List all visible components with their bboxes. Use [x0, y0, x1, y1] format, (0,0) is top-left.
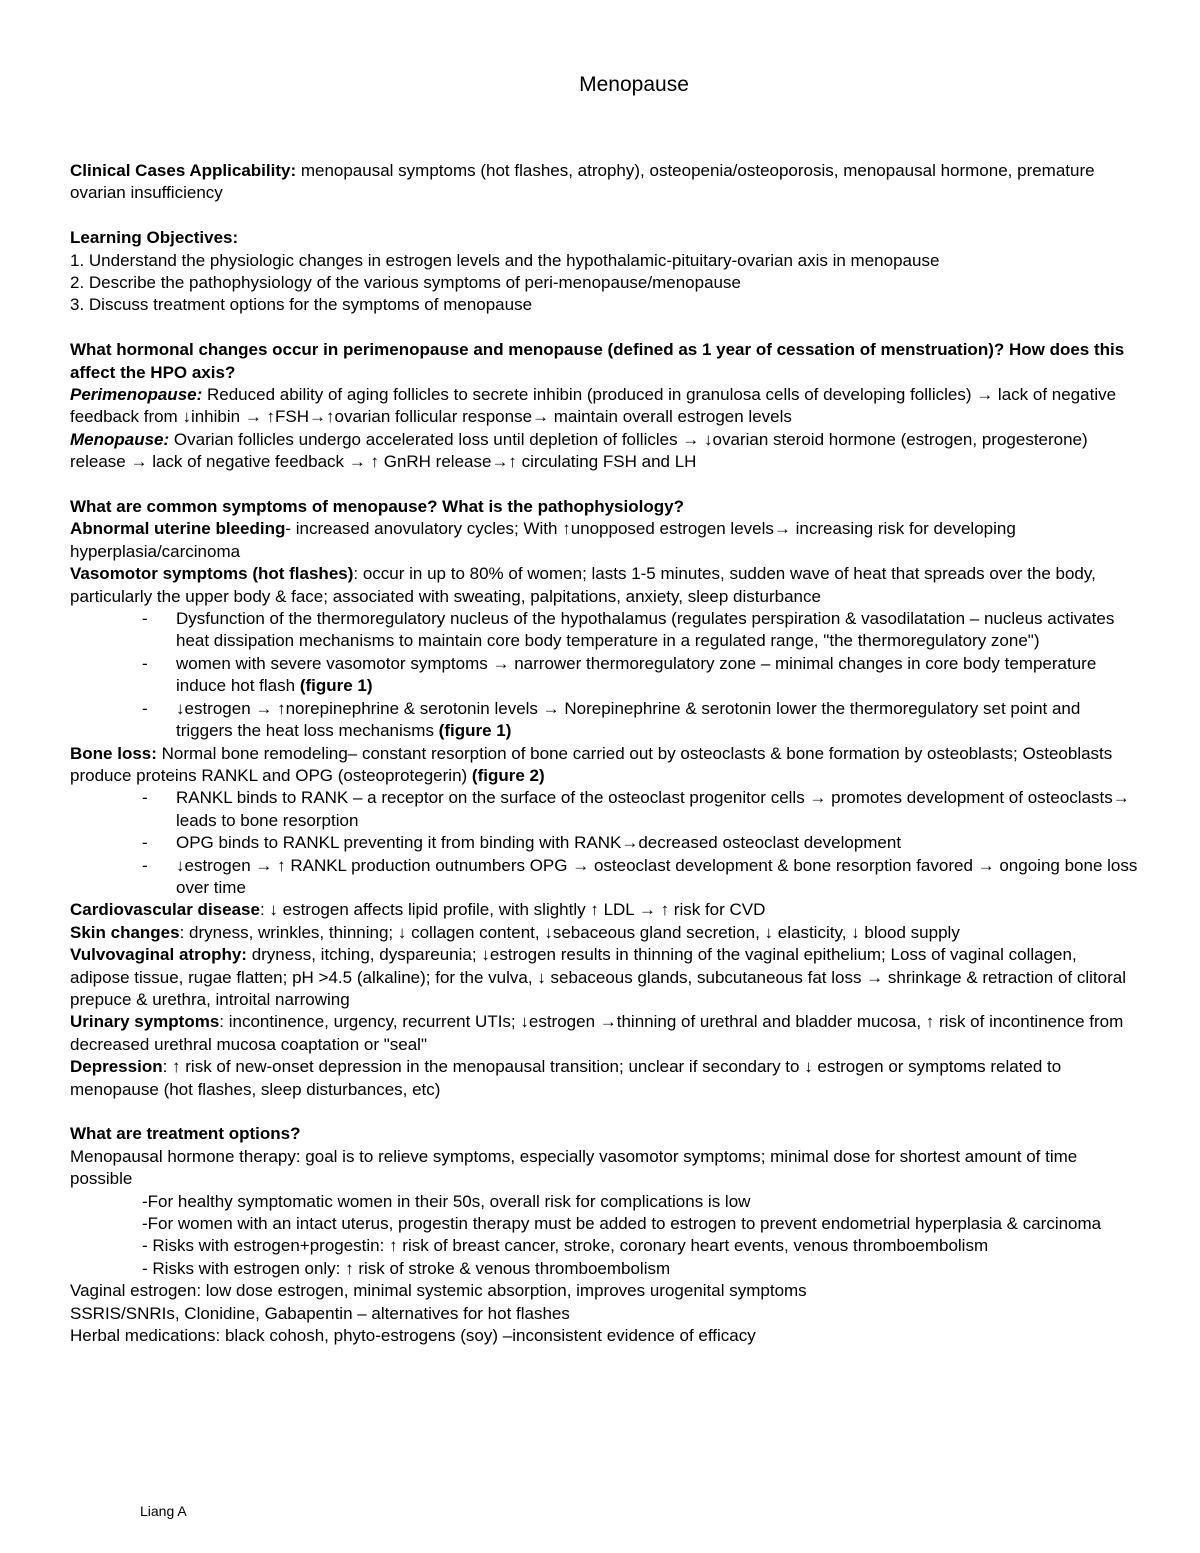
skin-text: : dryness, wrinkles, thinning; ↓ collagen content, ↓sebaceous gland secretion, ↓ elasticity, ↓ blood supply — [179, 922, 960, 942]
vva-paragraph — [70, 944, 1140, 1011]
list-item: - RANKL binds to RANK – a receptor on the surface of the osteoclast progenitor cells → promotes development of osteoclasts→ leads to bone resorption — [70, 787, 1140, 832]
bone-loss-text: Normal bone remodeling– constant resorption of bone carried out by osteoclasts & bone formation by osteoblasts; Osteoblasts produce proteins RANKL and OPG (osteoprotegerin) — [70, 743, 1113, 785]
bone-loss-list — [70, 787, 1140, 899]
page-title: Menopause — [579, 73, 689, 96]
ssri-paragraph: SSRIS/SNRIs, Clonidine, Gabapentin – alternatives for hot flashes — [70, 1303, 570, 1323]
bone-loss-label: Bone loss: — [70, 743, 157, 763]
list-item: - Risks with estrogen+progestin: ↑ risk of breast cancer, stroke, coronary heart events, venous thromboembolism — [142, 1236, 989, 1256]
symptoms-question: What are common symptoms of menopause? What is the pathophysiology? — [70, 497, 684, 517]
document-body — [70, 160, 1140, 1347]
skin-paragraph — [70, 922, 1140, 944]
vaginal-estrogen-paragraph: Vaginal estrogen: low dose estrogen, minimal systemic absorption, improves urogenital symptoms — [70, 1281, 807, 1301]
urinary-paragraph — [70, 1011, 1140, 1056]
aub-paragraph — [70, 518, 1140, 563]
hormonal-question: What hormonal changes occur in perimenopause and menopause (defined as 1 year of cessation of menstruation)? How does this affect the HPO axis? — [70, 340, 1125, 382]
list-item: - ↓estrogen → ↑norepinephrine & serotonin levels → Norepinephrine & serotonin lower the thermoregulatory set point and triggers the heat loss mechanisms (figure 1) — [70, 698, 1140, 743]
depression-paragraph — [70, 1056, 1140, 1101]
bone-loss-paragraph — [70, 743, 1140, 788]
applicability-paragraph — [70, 160, 1140, 205]
objectives-heading: Learning Objectives: — [70, 228, 239, 248]
menopause-paragraph — [70, 429, 1140, 474]
list-item: - women with severe vasomotor symptoms → narrower thermoregulatory zone – minimal changes in core body temperature induce hot flash (figure 1) — [70, 653, 1140, 698]
cvd-label: Cardiovascular disease — [70, 900, 260, 920]
cvd-text: : ↓ estrogen affects lipid profile, with slightly ↑ LDL → ↑ risk for CVD — [259, 900, 766, 920]
list-item: - OPG binds to RANKL preventing it from binding with RANK→decreased osteoclast development — [70, 832, 1140, 854]
figure-ref: (figure 1) — [438, 721, 512, 741]
perimenopause-paragraph — [70, 384, 1140, 429]
list-item: -For healthy symptomatic women in their 50s, overall risk for complications is low — [142, 1191, 751, 1211]
depression-label: Depression — [70, 1057, 163, 1077]
vva-label: Vulvovaginal atrophy: — [70, 945, 247, 965]
herbal-paragraph: Herbal medications: black cohosh, phyto-estrogens (soy) –inconsistent evidence of efficacy — [70, 1326, 756, 1346]
list-item: - ↓estrogen → ↑ RANKL production outnumbers OPG → osteoclast development & bone resorption favored → ongoing bone loss over time — [70, 855, 1140, 900]
list-item: - Risks with estrogen only: ↑ risk of stroke & venous thromboembolism — [142, 1258, 671, 1278]
treatment-question: What are treatment options? — [70, 1124, 301, 1144]
cvd-paragraph — [70, 899, 1140, 921]
list-item: - Dysfunction of the thermoregulatory nucleus of the hypothalamus (regulates perspiration & vasodilatation – nucleus activates heat dissipation mechanisms to maintain core body temperature in a regulated range, "the thermoregulatory zone") — [70, 608, 1140, 653]
aub-text: - increased anovulatory cycles; With ↑unopposed estrogen levels→ increasing risk for developing hyperplasia/carcinoma — [70, 519, 1016, 561]
objective-item: 3. Discuss treatment options for the symptoms of menopause — [70, 295, 533, 315]
mht-paragraph: Menopausal hormone therapy: goal is to relieve symptoms, especially vasomotor symptoms; minimal dose for shortest amount of time possible — [70, 1146, 1078, 1189]
vasomotor-list — [70, 608, 1140, 742]
objective-item: 1. Understand the physiologic changes in estrogen levels and the hypothalamic-pituitary-ovarian axis in menopause — [70, 250, 940, 270]
figure-ref: (figure 1) — [299, 676, 373, 696]
skin-label: Skin changes — [70, 922, 180, 942]
urinary-text: : incontinence, urgency, recurrent UTIs; ↓estrogen →thinning of urethral and bladder mucosa, ↑ risk of incontinence from decreased urethral mucosa coaptation or "seal" — [70, 1012, 1124, 1054]
vasomotor-paragraph — [70, 563, 1140, 608]
depression-text: : ↑ risk of new-onset depression in the menopausal transition; unclear if secondary to ↓ estrogen or symptoms related to menopause (hot flashes, sleep disturbances, etc) — [70, 1057, 1062, 1099]
footer-author: Liang A — [140, 1503, 187, 1519]
list-item: -For women with an intact uterus, progestin therapy must be added to estrogen to prevent endometrial hyperplasia & carcinoma — [142, 1214, 1102, 1234]
vasomotor-text: : occur in up to 80% of women; lasts 1-5 minutes, sudden wave of heat that spreads over the body, particularly the upper body & face; associated with sweating, palpitations, anxiety, sleep disturbance — [70, 564, 1096, 606]
applicability-label: Clinical Cases Applicability: — [70, 161, 297, 180]
menopause-label: Menopause: — [70, 429, 170, 449]
perimenopause-label: Perimenopause: — [70, 385, 203, 405]
menopause-text: Ovarian follicles undergo accelerated loss until depletion of follicles → ↓ovarian steroid hormone (estrogen, progesterone) release → lack of negative feedback → ↑ GnRH release→↑ circulating FSH and LH — [70, 429, 1088, 472]
urinary-label: Urinary symptoms — [70, 1012, 220, 1032]
vasomotor-label: Vasomotor symptoms (hot flashes) — [70, 564, 354, 584]
vva-text: dryness, itching, dyspareunia; ↓estrogen results in thinning of the vaginal epithelium; Loss of vaginal collagen, adipose tissue, rugae flatten; pH >4.5 (alkaline); for the vulva, ↓ sebaceous glands, subcutaneous fat loss → shrinkage & retraction of clitoral prepuce & urethra, introital narrowing — [70, 945, 1127, 1009]
aub-label: Abnormal uterine bleeding — [70, 519, 286, 539]
applicability-text: menopausal symptoms (hot flashes, atrophy), osteopenia/osteoporosis, menopausal hormone, premature ovarian insufficiency — [70, 161, 1095, 203]
figure-ref: (figure 2) — [471, 765, 545, 785]
objective-item: 2. Describe the pathophysiology of the various symptoms of peri-menopause/menopause — [70, 273, 741, 293]
perimenopause-text: Reduced ability of aging follicles to secrete inhibin (produced in granulosa cells of developing follicles) → lack of negative feedback from ↓inhibin → ↑FSH→↑ovarian follicular response→ maintain overall estrogen levels — [70, 385, 1117, 427]
